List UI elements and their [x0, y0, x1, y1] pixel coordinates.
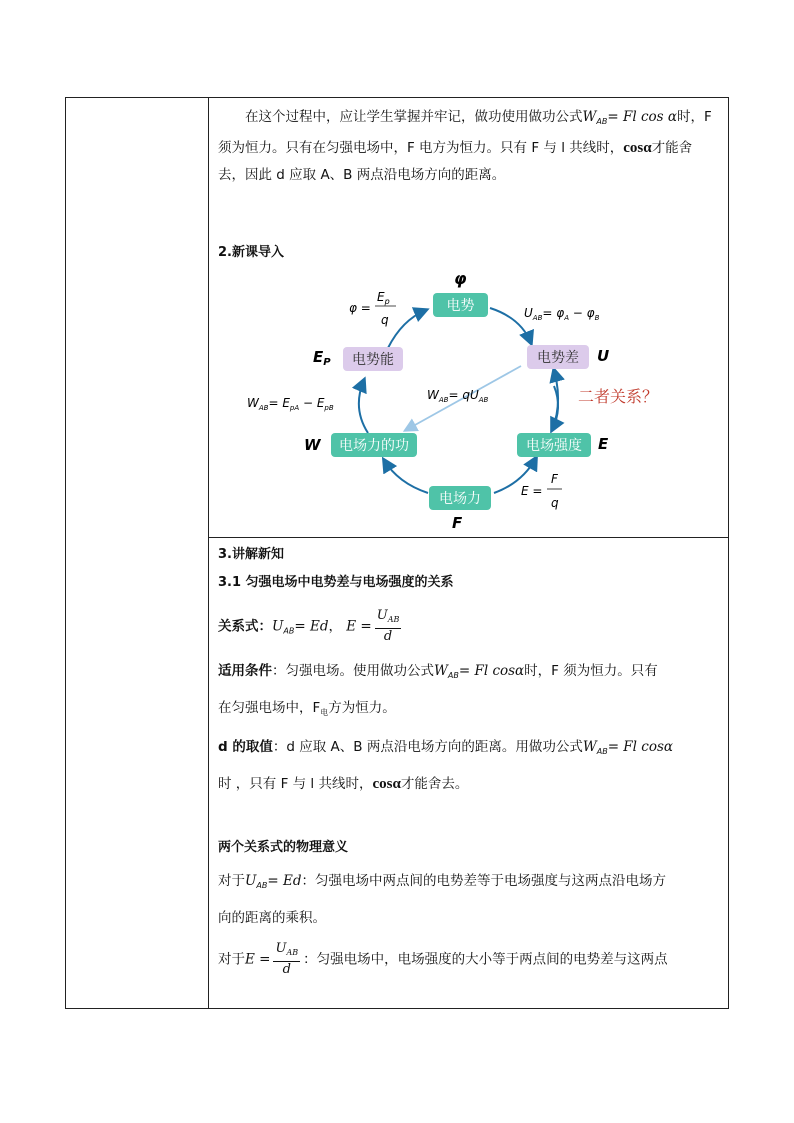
equation-w-energy: $W_{AB}= E_{pA} - E_{pB}$ — [247, 396, 334, 412]
section3-subtitle: 3.1 匀强电场中电势差与电场强度的关系 — [218, 575, 454, 590]
relation-fraction: $\frac{U_{AB}}{d}$ — [376, 608, 400, 644]
symbol-f: F — [452, 514, 463, 532]
arrow-bottomright-up — [552, 370, 558, 430]
symbol-ep: $E_P$ — [313, 348, 331, 368]
section2-title: 2.新课导入 — [218, 245, 284, 260]
meaning-1: 对于$U_{AB}= Ed$：匀强电场中两点间的电势差等于电场强度与这两点沿电场方 向的距离的乘积。 — [218, 872, 666, 926]
node-field: 电场强度 — [526, 438, 582, 454]
relation-formula: 关系式：$U_{AB}= Ed$， E = $\frac{U_{AB}}{d}$ — [218, 608, 400, 644]
lesson-table — [65, 97, 729, 1009]
arrow-left-to-top — [388, 310, 426, 348]
svg-text:Ep: $E_p$ — [377, 290, 390, 306]
svg-text:F: F — [551, 472, 558, 486]
meaning-2: 对于E = $\frac{U_{AB}}{d}$ ：匀强电场中，电场强度的大小等于两点间的电势差与这两点 — [218, 940, 668, 977]
section3 — [218, 544, 718, 978]
node-work: 电场力的功 — [339, 438, 409, 454]
node-energy: 电势能 — [352, 352, 394, 368]
intro-paragraph: 在这个过程中，应让学生掌握并牢记，做功使用做功公式$W_{AB}= Fl$ cos α时，F 须为恒力。只有在匀强电场中，F 电方为恒力。只有 F 与 l 共线时，cosα才能舍 去，因此 d 应取 A、B 两点沿电场方向的距离。 — [218, 109, 712, 183]
concept-diagram — [66, 98, 728, 538]
relation-question: 二者关系？ — [578, 387, 659, 406]
arrow-bottomleft-to-left — [359, 380, 368, 433]
symbol-u: U — [597, 347, 610, 365]
svg-text:q: q — [551, 496, 559, 510]
condition-paragraph: 适用条件：匀强电场。使用做功公式$W_{AB}= Fl$ cosα时，F 须为恒力。只有 在匀强电场中，$F_电$方为恒力。 — [218, 662, 658, 717]
svg-text:q: q — [381, 313, 389, 327]
symbol-e: E — [598, 435, 609, 453]
svg-text:φ =: φ = — [349, 301, 371, 315]
equation-w-qu: $W_{AB}= qU_{AB}$ — [427, 388, 489, 404]
section3-title: 3.讲解新知 — [218, 547, 284, 562]
node-potential: 电势 — [446, 298, 475, 314]
arrow-bottom-to-bottomleft — [384, 460, 428, 493]
symbol-phi: φ — [454, 269, 467, 288]
equation-phi — [349, 290, 396, 327]
equation-u: $U_{AB}= \varphi_A - \varphi_B$ — [524, 306, 600, 322]
node-voltage: 电势差 — [537, 350, 579, 366]
d-value-paragraph: d 的取值：d 应取 A、B 两点沿电场方向的距离。用做功公式$W_{AB}= Fl$ cosα 时 ，只有 F 与 l 共线时，cosα才能舍去。 — [218, 738, 673, 792]
svg-text:E =: E = — [521, 484, 543, 498]
meaning-title: 两个关系式的物理意义 — [218, 839, 349, 855]
symbol-w: W — [304, 436, 321, 454]
equation-e — [521, 472, 562, 510]
node-force: 电场力 — [439, 491, 481, 507]
